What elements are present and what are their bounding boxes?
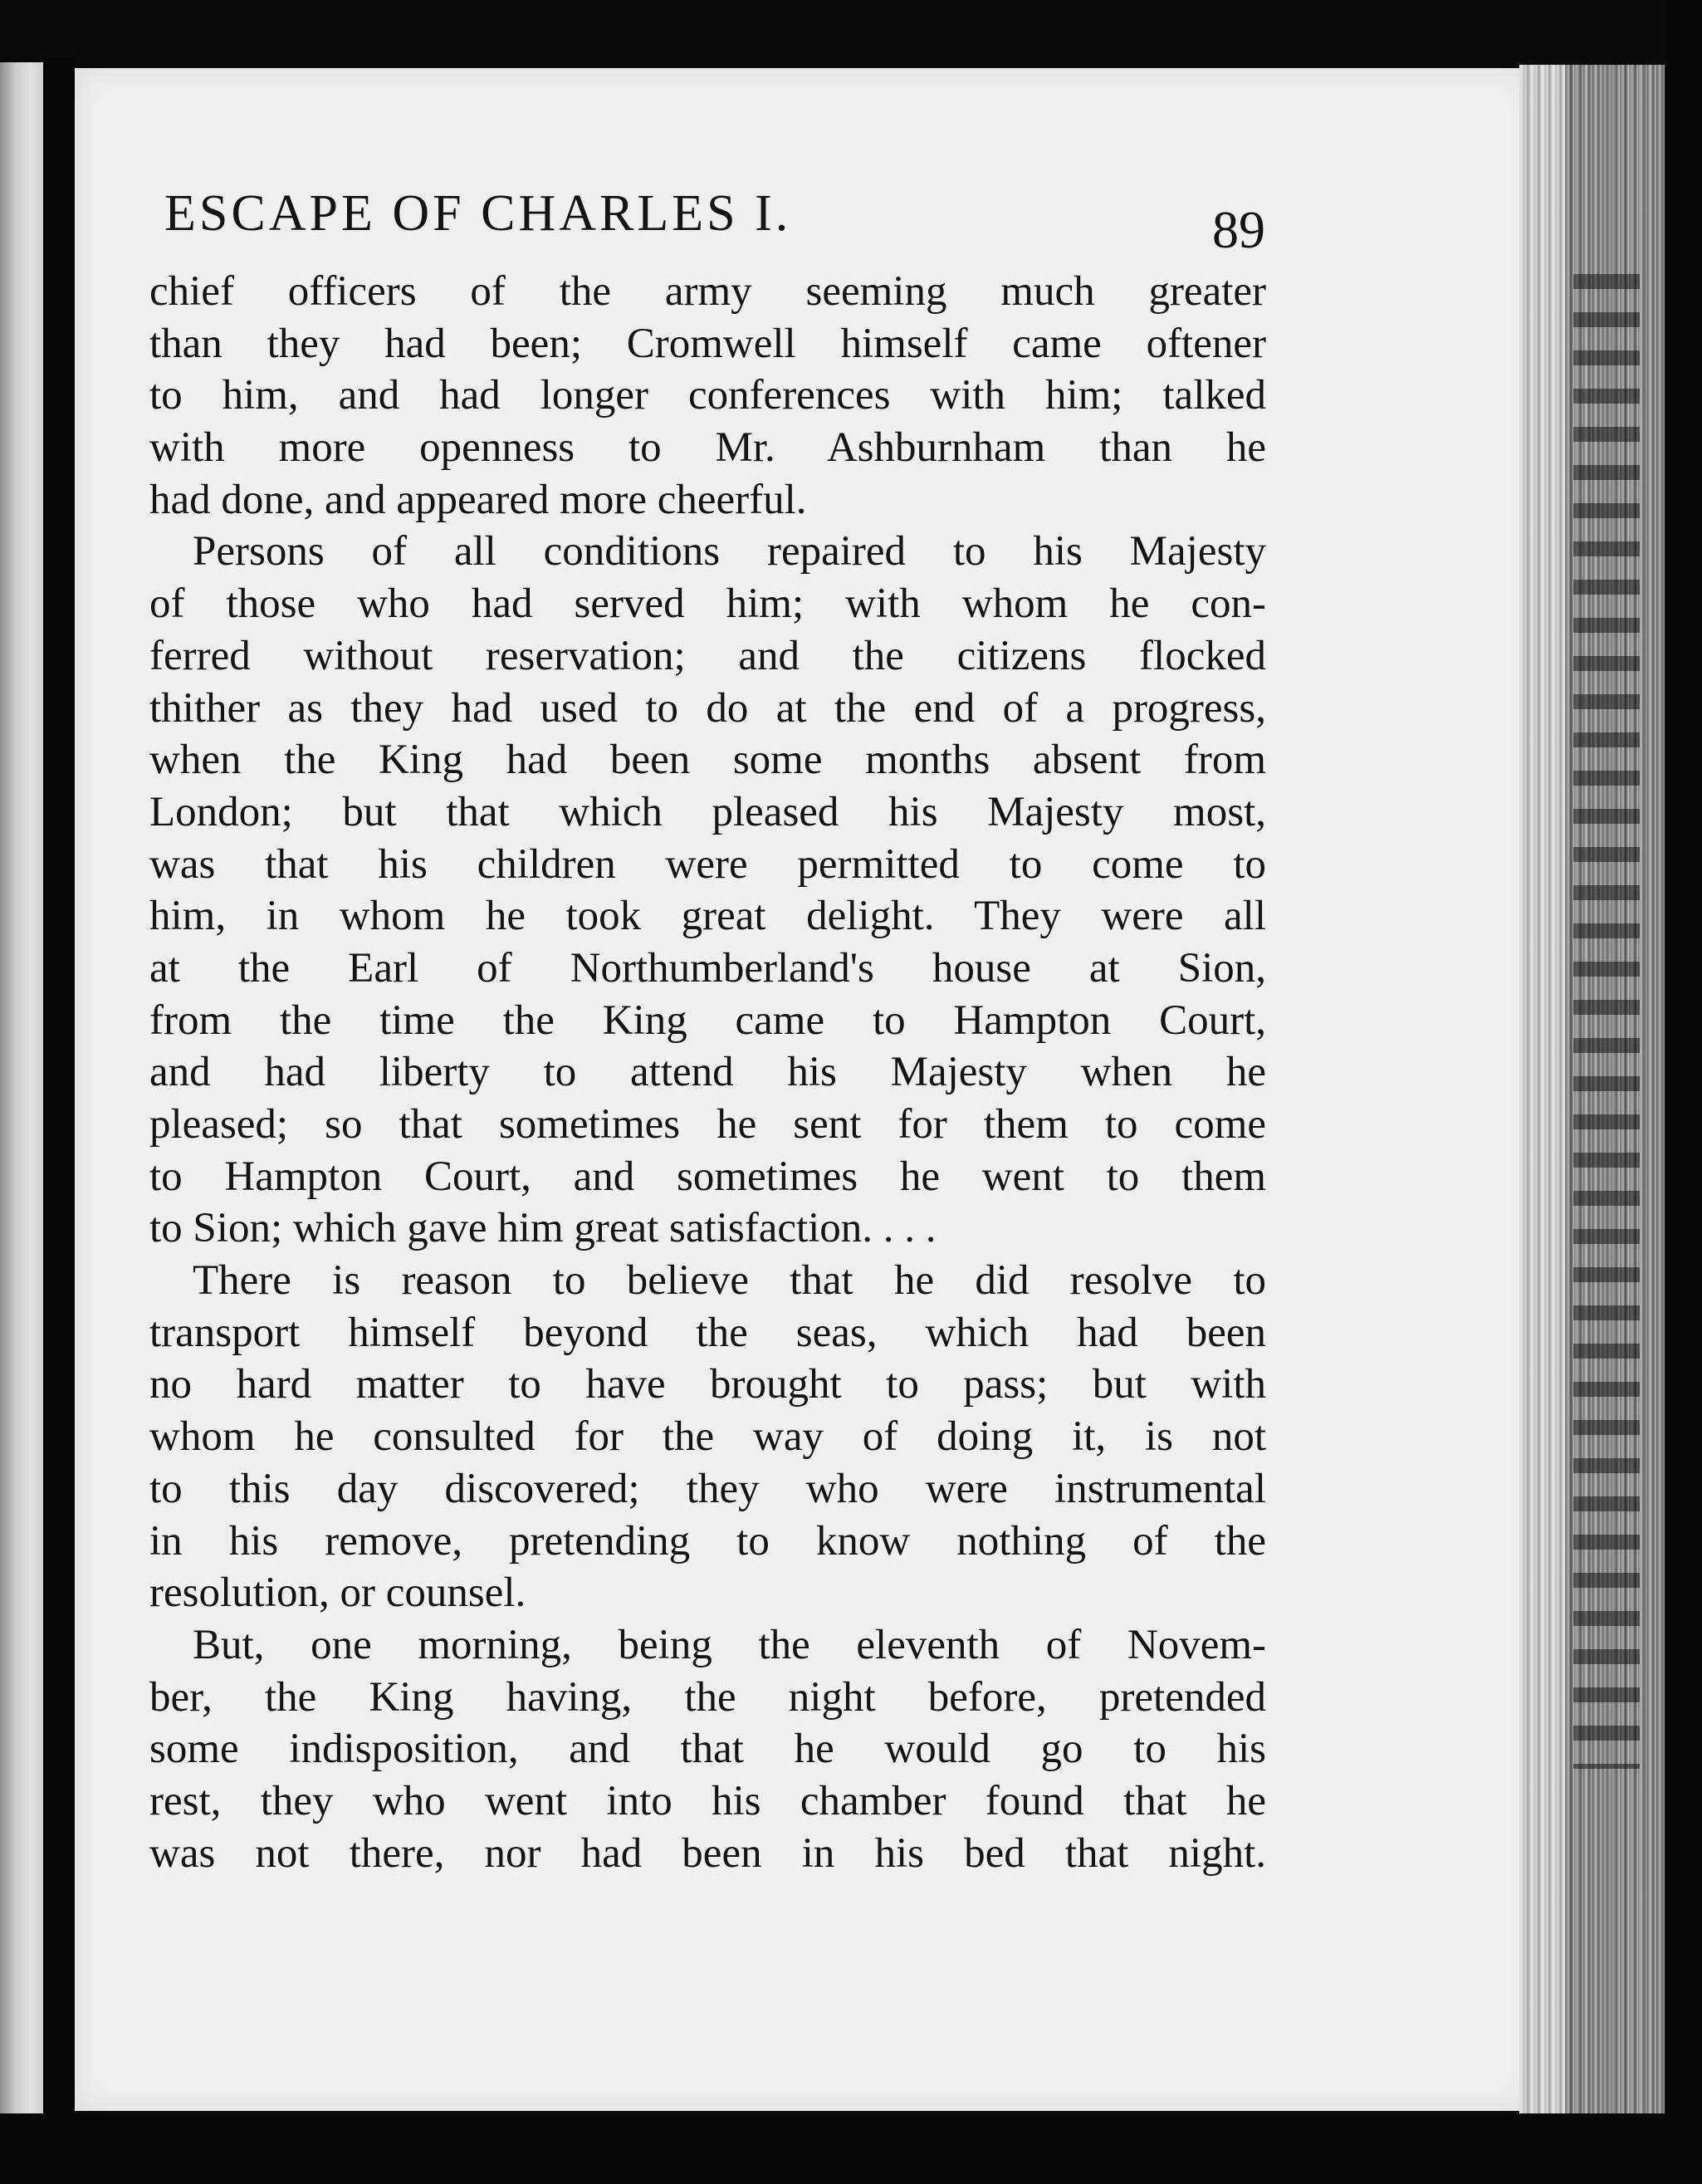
text-line: pleased; so that sometimes he sent for them to come	[149, 1101, 1266, 1148]
scan-border-bottom	[0, 2113, 1702, 2184]
paragraph-first-line: But, one morning, being the eleventh of Novem-	[193, 1621, 1266, 1668]
text-line: of those who had served him; with whom he con-	[149, 580, 1266, 628]
text-line: ber, the King having, the night before, pretended	[149, 1673, 1266, 1721]
text-line: and had liberty to attend his Majesty when he	[149, 1049, 1266, 1096]
page-number: 89	[1212, 200, 1265, 259]
text-line: than they had been; Cromwell himself came oftener	[149, 320, 1266, 367]
text-line: resolution, or counsel.	[149, 1569, 526, 1617]
text-line: was not there, nor had been in his bed that night.	[149, 1829, 1266, 1877]
text-line: was that his children were permitted to come to	[149, 840, 1266, 888]
text-line: to this day discovered; they who were instrumental	[149, 1465, 1266, 1512]
text-line: some indisposition, and that he would go to his	[149, 1726, 1266, 1773]
text-line: had done, and appeared more cheerful.	[149, 476, 807, 523]
text-line: chief officers of the army seeming much greater	[149, 268, 1266, 315]
paragraph-first-line: Persons of all conditions repaired to his Majesty	[193, 528, 1266, 575]
text-line: with more openness to Mr. Ashburnham than he	[149, 424, 1266, 472]
left-page-edge	[0, 62, 43, 2113]
text-line: transport himself beyond the seas, which had been	[149, 1309, 1266, 1356]
text-line: to him, and had longer conferences with him; talked	[149, 372, 1266, 419]
book-gutter	[43, 58, 75, 2118]
text-line: rest, they who went into his chamber found that he	[149, 1777, 1266, 1824]
body-text	[149, 266, 1266, 1879]
running-head: ESCAPE OF CHARLES I.	[164, 185, 792, 242]
text-line: at the Earl of Northumberland's house at Sion,	[149, 944, 1266, 992]
text-line: no hard matter to have brought to pass; but with	[149, 1361, 1266, 1408]
text-line: to Sion; which gave him great satisfaction. . . .	[149, 1205, 937, 1252]
text-line: from the time the King came to Hampton Court,	[149, 997, 1266, 1044]
text-line: London; but that which pleased his Majesty most,	[149, 788, 1266, 835]
text-line: in his remove, pretending to know nothing of the	[149, 1517, 1266, 1565]
text-line: to Hampton Court, and sometimes he went to them	[149, 1153, 1266, 1200]
text-line: thither as they had used to do at the end of a progress,	[149, 684, 1266, 732]
text-line: him, in whom he took great delight. They were all	[149, 893, 1266, 940]
page-edge-marks	[1573, 274, 1640, 1769]
scan-border-right	[1665, 0, 1702, 2184]
text-line: whom he consulted for the way of doing it, is not	[149, 1413, 1266, 1461]
text-line: when the King had been some months absent from	[149, 737, 1266, 784]
text-line: ferred without reservation; and the citizens flocked	[149, 632, 1266, 679]
paragraph-first-line: There is reason to believe that he did resolve to	[193, 1257, 1266, 1305]
